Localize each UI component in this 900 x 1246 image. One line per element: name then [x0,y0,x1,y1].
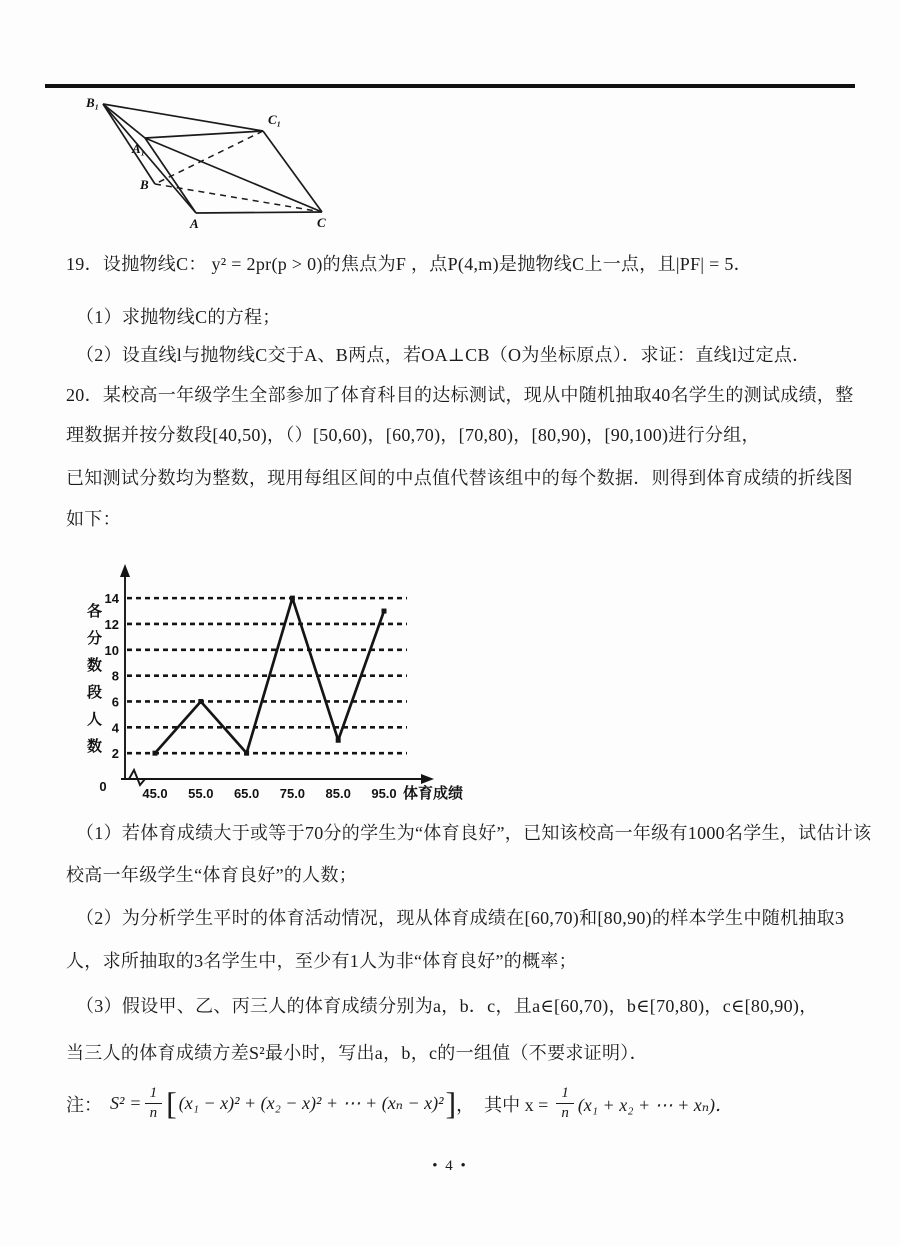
q20-part2-line2: 人，求所抽取的3名学生中，至少有1人为非“体育良好”的概率； [66,951,577,971]
variance-note: 注： S² = $\frac{1}{n}$ [ (x₁ − x)² + (x₂ − x)² + ⋯ + (xₙ − x)² ] ， 其中 x = $\frac{1}{n}$ (x₁ + x₂ + ⋯ + xₙ)． [66,1084,734,1121]
edge-b1a1 [103,104,145,138]
q20-part3-line2: 当三人的体育成绩方差S²最小时，写出a，b，c的一组值（不要求证明）． [66,1043,648,1063]
svg-text:4: 4 [111,720,119,736]
q20-stem-line2: 理数据并按分数段[40,50)，（）[50,60)，[60,70)，[70,80)，[80,90)，[90,100)进行分组， [66,425,760,445]
q19-stem: 19．设抛物线C： y² = 2pr(p > 0)的焦点为F ，点P(4,m)是抛物线C上一点，且|PF| = 5． [66,254,752,274]
note-frac1: $\frac{1}{n}$ [145,1086,163,1121]
note-s2: S² [110,1093,125,1113]
q20-part2-line1: （2）为分析学生平时的体育活动情况，现从体育成绩在[60,70)和[80,90)的样本学生中随机抽取3 [76,908,845,928]
page-number: • 4 • [432,1158,468,1174]
note-eq: = [130,1093,141,1113]
edge-b1b [103,104,155,184]
vertex-label-a: A [190,216,199,231]
svg-text:8: 8 [111,668,119,684]
top-divider [45,84,855,88]
note-comma: ， [456,1094,475,1115]
q20-part1-line1: （1）若体育成绩大于或等于70分的学生为“体育良好”，已知该校高一年级有1000名学生，试估计该 [76,823,872,843]
svg-text:0: 0 [99,779,107,794]
note-tail: (x₁ + x₂ + ⋯ + xₙ)． [577,1094,734,1115]
vertex-label-c: C [317,215,326,230]
vertex-label-b: B [140,177,149,192]
q20-stem-line4: 如下： [66,509,121,529]
edge-ac [196,212,322,213]
svg-text:55.0: 55.0 [188,786,214,801]
q20-part1-line2: 校高一年级学生“体育良好”的人数； [66,865,358,885]
q20-part3-line1: （3）假设甲、乙、丙三人的体育成绩分别为a，b．c，且a∈[60,70)，b∈[70,80)，c∈[80,90)， [76,996,818,1016]
svg-text:14: 14 [104,591,119,607]
svg-text:分: 分 [87,631,103,647]
note-body: (x₁ − x)² + (x₂ − x)² + ⋯ + (xₙ − x)² [178,1093,444,1113]
vertex-label-a1: A₁ [132,141,146,156]
svg-text:65.0: 65.0 [233,786,260,801]
svg-text:人: 人 [87,712,103,728]
q20-stem-line3: 已知测试分数均为整数，现用每组区间的中点值代替该组中的每个数据．则得到体育成绩的折线图 [66,468,853,488]
svg-text:数: 数 [87,658,103,674]
svg-text:数: 数 [87,739,103,755]
vertex-label-b1: B₁ [86,95,100,110]
score-line-chart [85,558,505,803]
edge-bc-dashed [155,184,322,212]
svg-text:75.0: 75.0 [279,786,306,801]
svg-text:6: 6 [111,694,119,710]
svg-text:10: 10 [104,642,119,658]
note-prefix: 注： [66,1094,102,1115]
svg-text:95.0: 95.0 [371,786,397,801]
svg-text:2: 2 [111,746,119,762]
q19-part1: （1）求抛物线C的方程； [76,307,281,327]
q19-part2: （2）设直线l与抛物线C交于A、B两点，若OA⊥CB（O为坐标原点）．求证：直线l过定点． [76,345,811,365]
note-mid: 其中 x = [484,1094,549,1115]
prism-figure [78,93,348,243]
svg-text:体育成绩: 体育成绩 [403,786,464,802]
note-frac2: $\frac{1}{n}$ [556,1086,574,1121]
vertex-label-c1: C₁ [268,112,282,127]
svg-text:段: 段 [87,685,103,701]
edge-b1a [103,104,196,213]
svg-text:12: 12 [104,616,119,632]
svg-text:85.0: 85.0 [325,786,351,801]
svg-text:各: 各 [87,604,103,620]
q20-stem-line1: 20．某校高一年级学生全部参加了体育科目的达标测试，现从中随机抽取40名学生的测试成绩，整 [66,385,854,405]
edge-a1c1 [145,131,263,138]
svg-text:45.0: 45.0 [142,786,168,801]
edge-b1c1 [103,104,263,131]
edge-c1b-dashed [155,131,263,184]
